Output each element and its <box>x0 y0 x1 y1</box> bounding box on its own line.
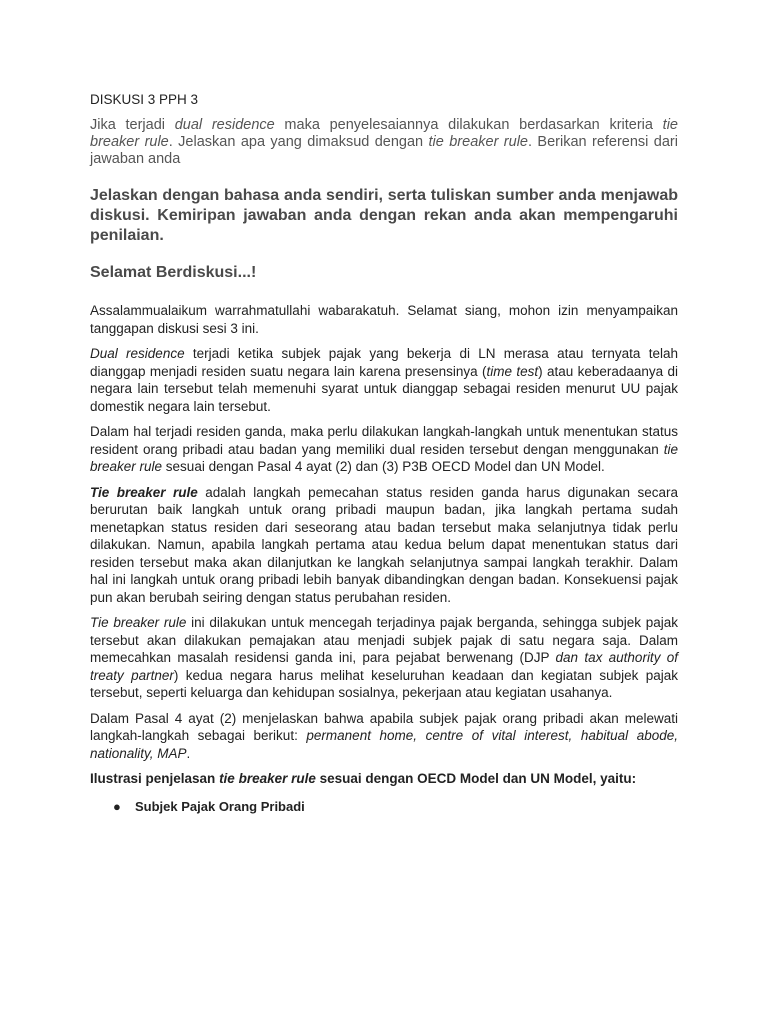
bullet-list <box>90 798 678 815</box>
document-title: DISKUSI 3 PPH 3 <box>90 92 199 107</box>
document-page <box>90 92 678 815</box>
illustration-subheading: Ilustrasi penjelasan tie breaker rule sesuai dengan OECD Model dan UN Model, yaitu: <box>90 771 637 786</box>
tie-breaker-purpose-paragraph: Tie breaker rule ini dilakukan untuk mencegah terjadinya pajak berganda, sehingga subjek pajak tersebut akan dilakukan pemajakan atau menjadi subjek pajak di satu negara saja. Dalam memecahkan masalah residensi ganda ini, para pejabat berwenang (DJP dan tax authority of treaty partner) kedua negara harus melihat keseluruhan keadaan dan kegiatan subjek pajak tersebut, seperti keluarga dan kehidupan sosialnya, pekerjaan atau kegiatan usahanya. <box>90 615 679 700</box>
pasal-4-paragraph: Dalam Pasal 4 ayat (2) menjelaskan bahwa apabila subjek pajak orang pribadi akan melewati langkah-langkah sebagai berikut: permanent home, centre of vital interest, habitual abode, nationality, MAP. <box>90 710 678 761</box>
dual-residence-paragraph: Dual residence terjadi ketika subjek pajak yang bekerja di LN merasa atau ternyata telah dianggap menjadi residen suatu negara lain karena presensinya (time test) atau keberadaanya di negara lain tersebut telah memenuhi syarat untuk dianggap sebagai residen menurut UU pajak domestik negara lain tersebut. <box>90 346 678 414</box>
opening-paragraph: Assalammualaikum warrahmatullahi wabarakatuh. Selamat siang, mohon izin menyampaikan tanggapan diskusi sesi 3 ini. <box>90 303 678 336</box>
tie-breaker-definition-paragraph: Tie breaker rule adalah langkah pemecahan status residen ganda harus digunakan secara berurutan baik langkah untuk orang pribadi maupun badan, jika langkah pertama sudah menetapkan status residen dari seseorang atau badan tersebut maka selanjutnya tidak perlu dilakukan. Namun, apabila langkah pertama atau kedua belum dapat menentukan status dari residen tersebut maka akan dilanjutkan ke langkah selanjutnya sampai langkah terakhir. Dalam hal ini langkah untuk orang pribadi lebih banyak dibandingkan dengan badan. Konsekuensi pajak pun akan berubah seiring dengan status perubahan residen. <box>90 484 678 605</box>
residen-ganda-paragraph: Dalam hal terjadi residen ganda, maka perlu dilakukan langkah-langkah untuk menentukan status resident orang pribadi atau badan yang memiliki dual residen tersebut dengan menggunakan tie breaker rule sesuai dengan Pasal 4 ayat (2) dan (3) P3B OECD Model dan UN Model. <box>90 424 678 474</box>
discussion-prompt: Jika terjadi dual residence maka penyelesaiannya dilakukan berdasarkan kriteria tie breaker rule. Jelaskan apa yang dimaksud dengan tie breaker rule. Berikan referensi dari jawaban anda <box>90 117 678 167</box>
list-item: ● Subjek Pajak Orang Pribadi <box>113 798 305 814</box>
greeting-heading: Selamat Berdiskusi...! <box>90 264 257 281</box>
bullet-icon: ● <box>113 798 121 814</box>
instruction-text: Jelaskan dengan bahasa anda sendiri, serta tuliskan sumber anda menjawab diskusi. Kemiripan jawaban anda dengan rekan anda akan mempengaruhi penilaian. <box>90 187 678 244</box>
